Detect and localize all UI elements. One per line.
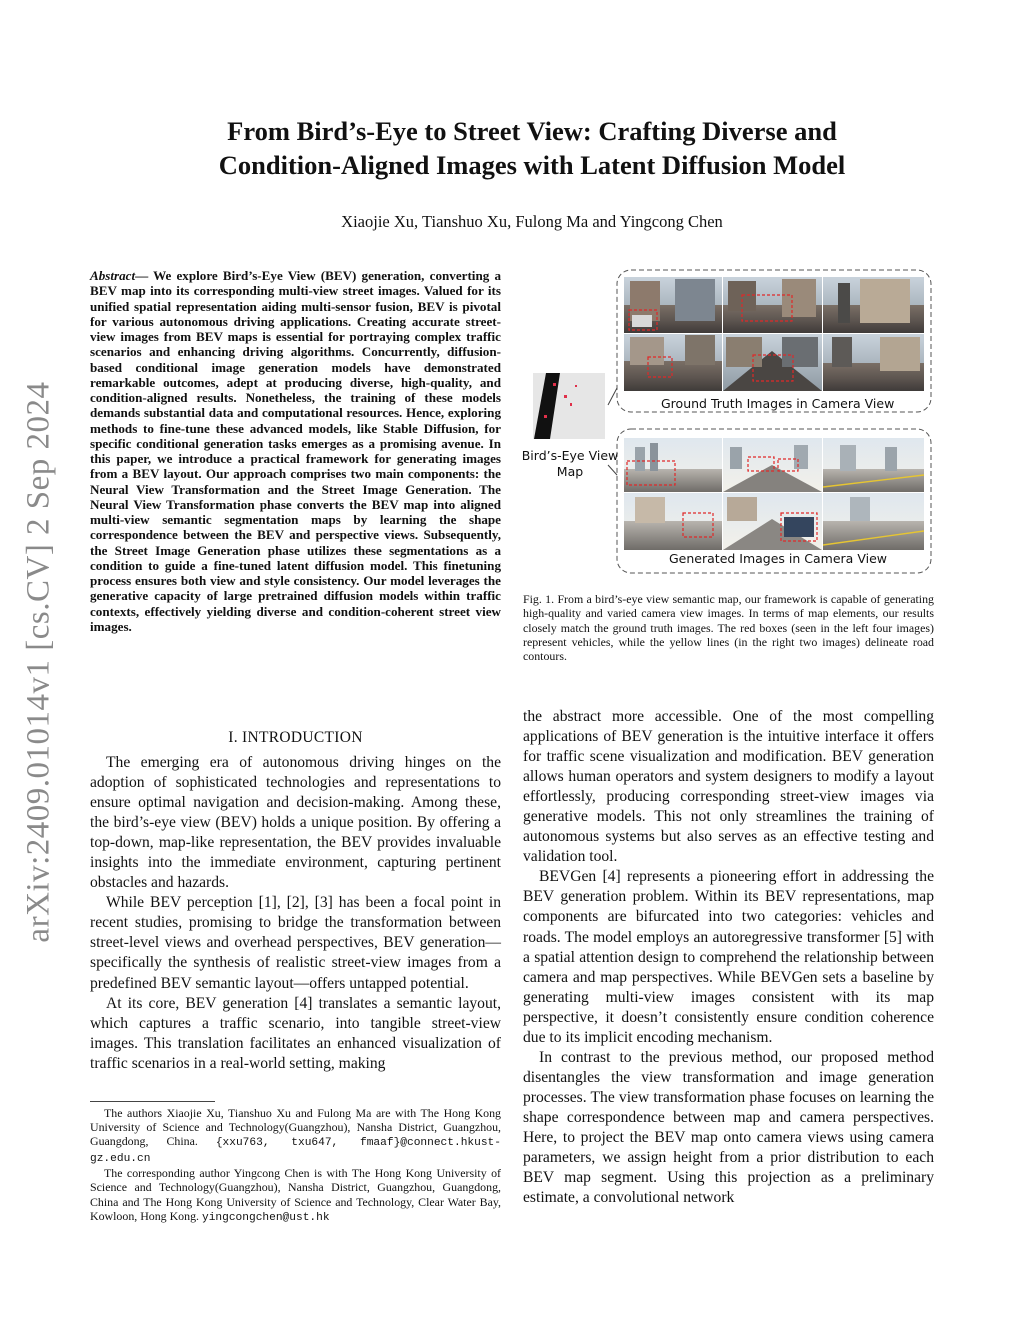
generated-label: Generated Images in Camera View: [666, 551, 890, 566]
figure-1: [520, 265, 934, 585]
ground-truth-label: Ground Truth Images in Camera View: [658, 396, 897, 411]
bev-label-line-1: Bird’s-Eye View: [521, 448, 619, 463]
arrow-to-ground-truth: [608, 388, 617, 405]
paragraph: In contrast to the previous method, our proposed method disentangles the view transformation and image generation processes. The view transformation phase focuses on learning the shape correspondence between map and camera perspectives. Here, to project the BEV map onto camera views using camera parameters, we assign height from a prior distribution to each BEV map segment. Using this projection as a preliminary estimate, a convolutional network: [523, 1048, 934, 1207]
abstract-text: — We explore Bird’s-Eye View (BEV) generation, converting a BEV map into its corresponding multi-view street images. Valued for its unified spatial representation aiding multi-sensor fusion, BEV is pivotal for various autonomous driving applications. Creating accurate street-view images from BEV maps is essential for portraying complex traffic scenarios and enhancing driving algorithms. Concurrently, diffusion-based conditional image generation models have demonstrated remarkable outcomes, adept at producing diverse, high-quality, and condition-aligned results. Nonetheless, the training of these models demands substantial data and computational resources. Hence, exploring methods to fine-tune these advanced models, like Stable Diffusion, for specific conditional generation tasks emerges as a promising avenue. In this paper, we introduce a practical framework for generating images from a BEV layout. Our approach comprises two main components: the Neural View Transformation and the Street Image Generation. The Neural View Transformation phase converts the BEV map into aligned multi-view semantic segmentation maps by learning the shape correspondence between the BEV and perspective views. Subsequently, the Street Image Generation phase utilizes these segmentations as a condition to guide a fine-tuned latent diffusion model. This finetuning process ensures both view and style consistency. Our model leverages the generative capacity of large pretrained diffusion models within traffic contexts, effectively yielding diverse and condition-coherent street view images.: [90, 268, 501, 634]
affiliation-text: The authors Xiaojie Xu, Tianshuo Xu and Fulong Ma are with The Hong Kong University of Science and Technology(Guangzhou), Nansha District, Guangzhou, Guangdong, China.: [90, 1106, 501, 1149]
paragraph: While BEV perception [1], [2], [3] has been a focal point in recent studies, promising to bridge the transformation between street-level views and overhead perspectives, BEV generation—specifically the synthesis of realistic street-view images from a predefined BEV semantic layout—offers untapped potential.: [90, 894, 501, 992]
arxiv-id: arXiv:2409.01014v1 [cs.CV] 2 Sep 2024: [20, 381, 57, 943]
paper-title: [120, 114, 944, 182]
footnote-affiliation: [90, 1106, 501, 1166]
paragraph: At its core, BEV generation [4] translates a semantic layout, which captures a traffic scenario, into tangible street-view images. This translation facilitates an enhanced visualization of traffic scenarios in a real-world setting, making: [90, 994, 501, 1072]
title-line-1: From Bird’s-Eye to Street View: Crafting Diverse and: [227, 116, 837, 146]
section-heading-introduction: I. INTRODUCTION: [228, 729, 363, 746]
title-line-2: Condition-Aligned Images with Latent Diffusion Model: [218, 150, 846, 180]
paragraph: the abstract more accessible. One of the most compelling applications of BEV generation is the intuitive interface it offers for traffic scene visualization and modification. BEV generation allows human operators and system designers to modify a layout effortlessly, producing corresponding street-view images via generative models. This not only streamlines the training of autonomous systems but also serves as an effective testing and validation tool.: [523, 708, 934, 866]
authors: Xiaojie Xu, Tianshuo Xu, Fulong Ma and Yingcong Chen: [341, 212, 723, 231]
bev-map-thumbnail: [533, 373, 605, 439]
arxiv-stamp: [14, 362, 64, 962]
author-emails: {xxu763, txu647, fmaaf}@connect.hkust-gz.edu.cn: [90, 1137, 501, 1166]
footnotes: [90, 1106, 501, 1225]
intro-left-column: [90, 753, 501, 1074]
bev-label-line-2: Map: [556, 464, 584, 479]
paragraph: BEVGen [4] represents a pioneering effort in addressing the BEV generation problem. Within its BEV representations, map components are bifurcated into two categories: vehicles and roads. The model employs an autoregressive transformer [5] with a spatial attention design to comprehend the relationship between camera and map perspectives. While BEVGen sets a baseline by generating multi-view images consistent with its map perspective, it doesn’t consistently ensure condition coherence due to its implicit encoding mechanism.: [523, 868, 934, 1046]
paragraph: The emerging era of autonomous driving hinges on the adoption of sophisticated technologies and representations to ensure optimal navigation and decision-making. Among these, the bird’s-eye view (BEV) holds a unique position. By offering a top-down, map-like representation, the BEV provides invaluable insights into the immediate environment, capturing pertinent obstacles and hazards.: [90, 754, 501, 892]
ground-truth-images: [624, 277, 924, 391]
intro-right-column: [523, 707, 934, 1208]
caption-text: Fig. 1. From a bird’s-eye view semantic map, our framework is capable of generating high-quality and varied camera view images. In terms of map elements, our results closely match the ground truth images. The red boxes (seen in the left four images) represent vehicles, while the yellow lines (in the right two images) delineate road contours.: [523, 592, 934, 664]
abstract-label: Abstract: [90, 268, 136, 283]
corresponding-text: The corresponding author Yingcong Chen is with The Hong Kong University of Science and Technology(Guangzhou), Nansha District, Guangzhou, Guangdong, China and The Hong Kong University of Science and Technology, Clear Water Bay, Kowloon, Hong Kong.: [90, 1166, 501, 1223]
bev-map-label: [520, 448, 620, 480]
figure-caption: [523, 592, 934, 663]
corresponding-email: yingcongchen@ust.hk: [201, 1211, 330, 1224]
footnote-corresponding: [90, 1166, 501, 1224]
generated-images: [624, 438, 924, 550]
abstract: [90, 268, 501, 634]
figure-graphic: [520, 265, 934, 585]
footnote-rule: [90, 1101, 215, 1102]
